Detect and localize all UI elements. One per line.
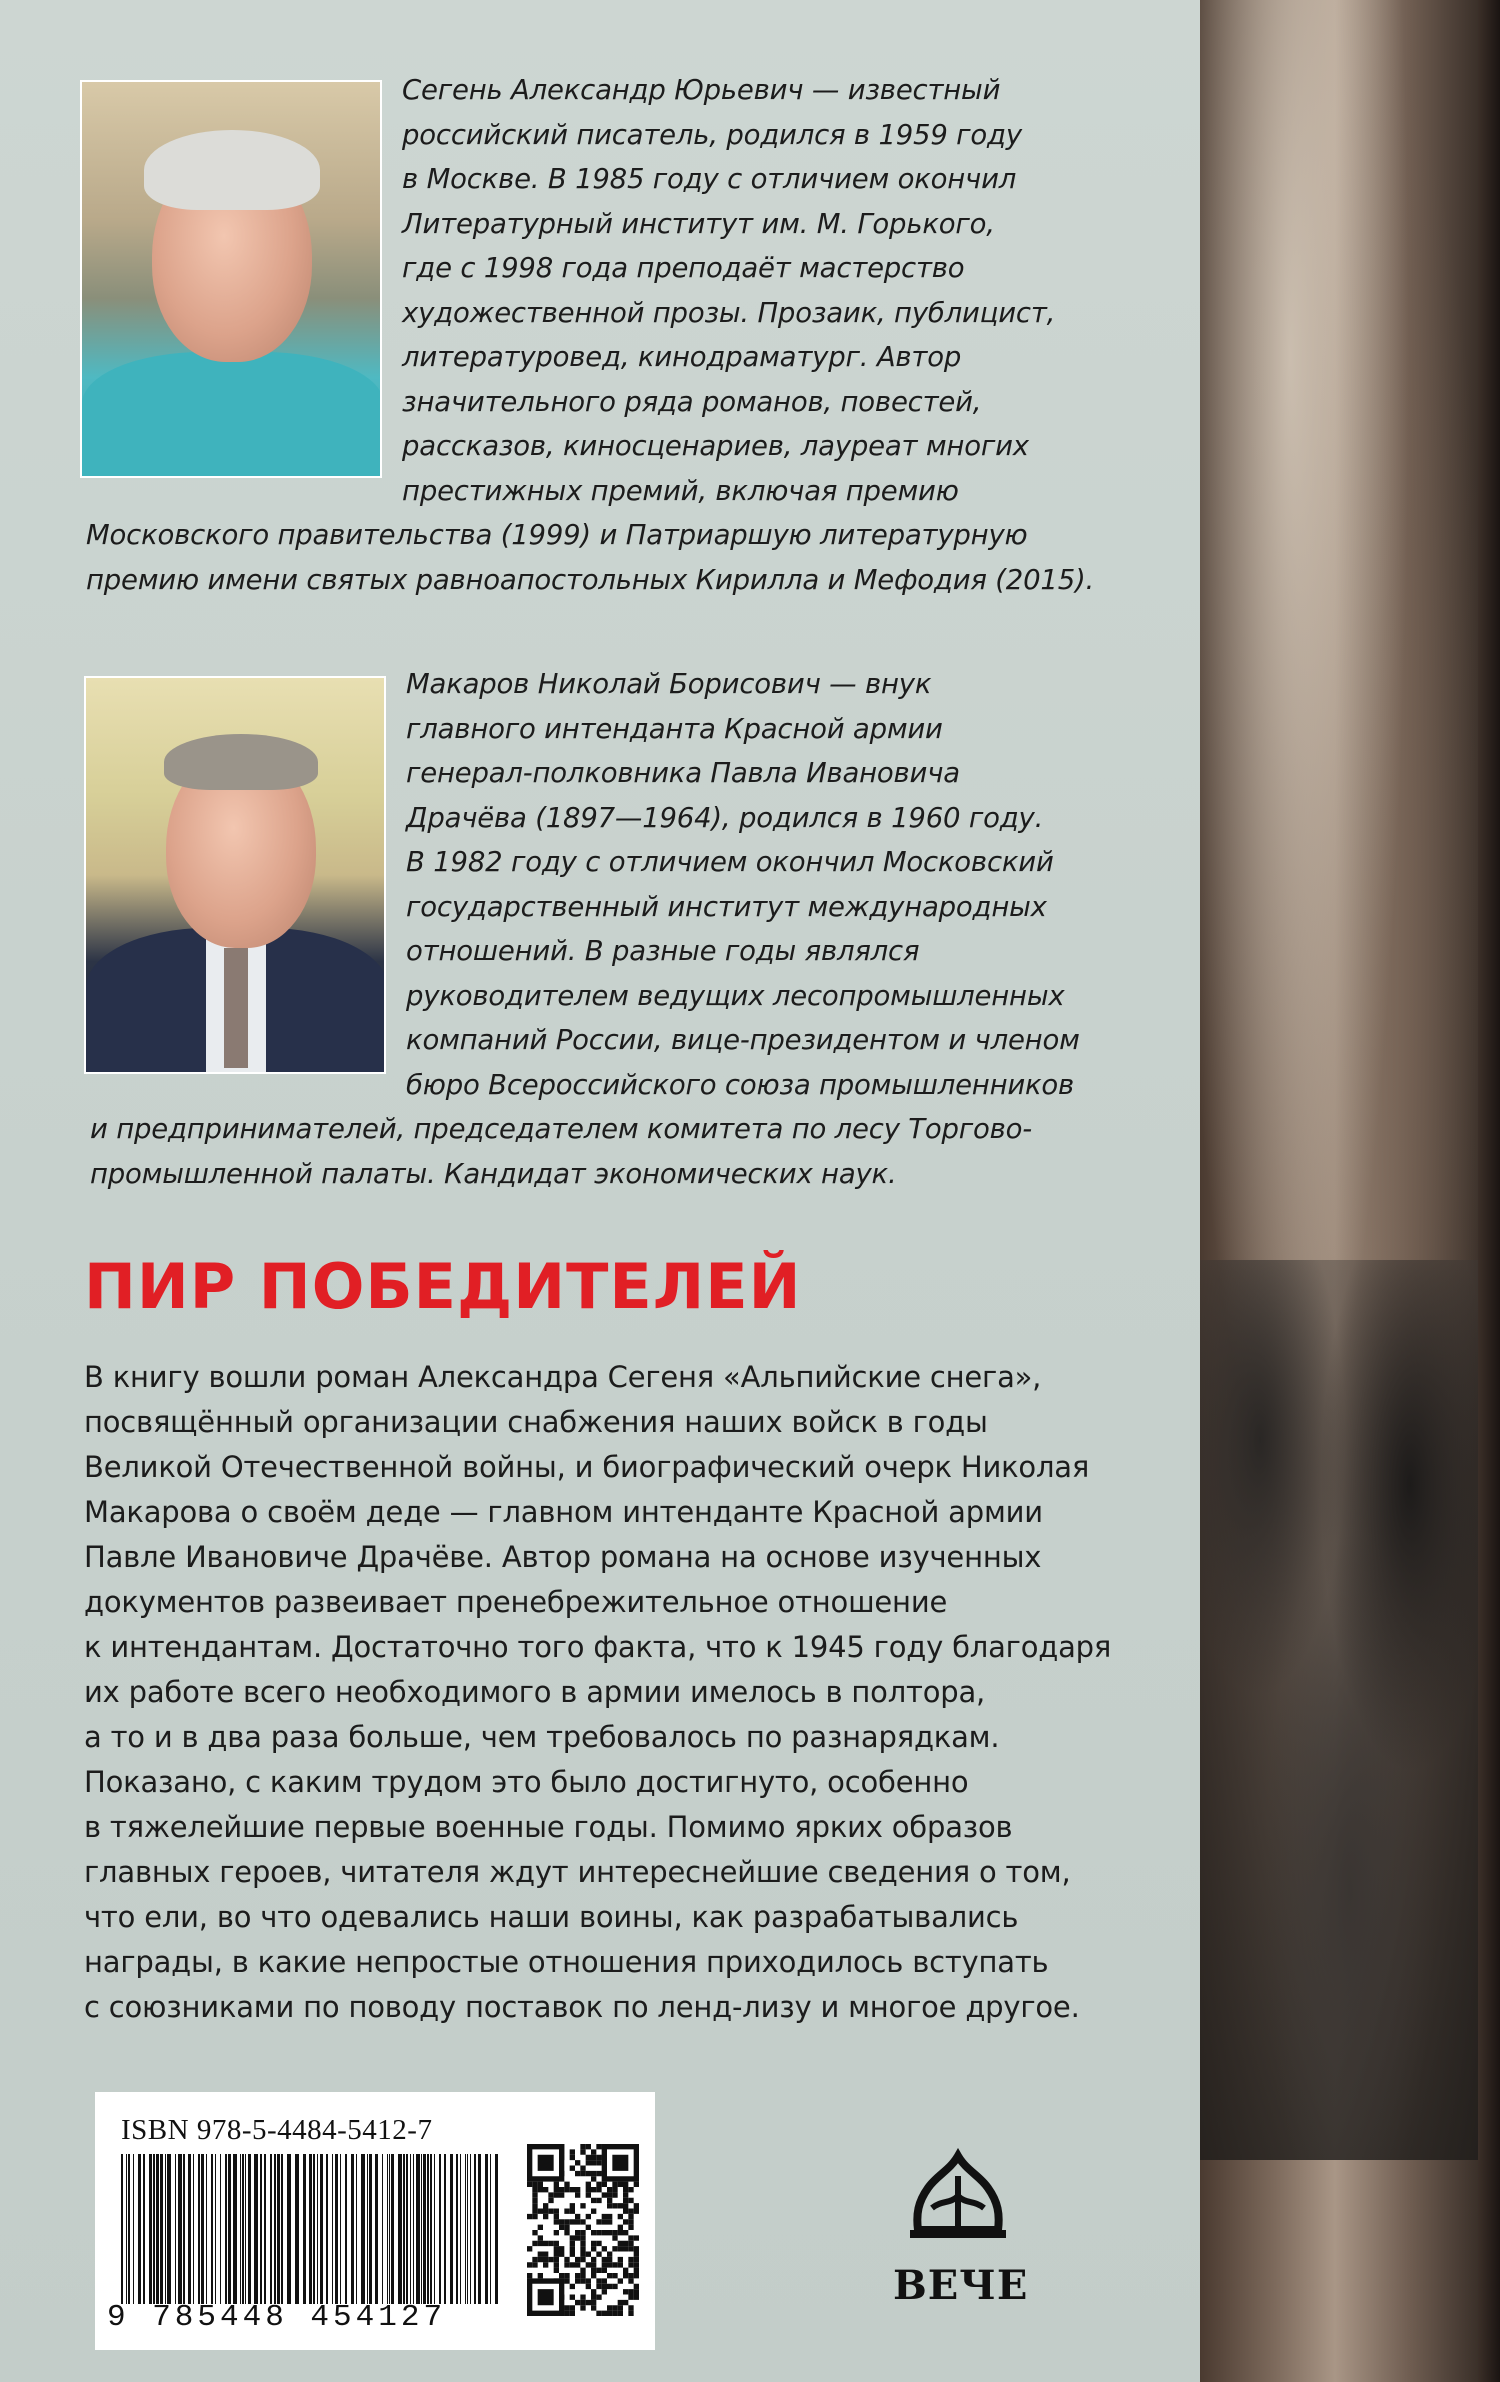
book-annotation xyxy=(84,1355,1111,2030)
barcode-digits: 9 785448 454127 xyxy=(107,2300,447,2335)
bio-line: руководителем ведущих лесопромышленных xyxy=(90,979,1065,1012)
bio-line: компаний России, вице-президентом и членом xyxy=(90,1024,1080,1056)
annotation-line: посвящённый организации снабжения наших войск в годы xyxy=(84,1405,988,1439)
author-bio-makarov xyxy=(90,662,1080,1196)
bio-line: художественной прозы. Прозаик, публицист, xyxy=(86,296,1056,329)
bio-line: Драчёва (1897—1964), родился в 1960 году. xyxy=(90,801,1044,834)
bio-line: промышленной палаты. Кандидат экономических наук. xyxy=(90,1157,897,1190)
annotation-line: их работе всего необходимого в армии имелось в полтора, xyxy=(84,1675,986,1709)
bio-line: В 1982 году с отличием окончил Московский xyxy=(90,846,1054,878)
annotation-line: с союзниками по поводу поставок по ленд-лизу и многое другое. xyxy=(84,1990,1080,2024)
annotation-line: Великой Отечественной войны, и биографический очерк Николая xyxy=(84,1450,1090,1484)
bio-line: рассказов, киносценариев, лауреат многих xyxy=(86,430,1029,462)
bio-line: и предпринимателей, председателем комитета по лесу Торгово- xyxy=(90,1113,1033,1145)
bio-line: значительного ряда романов, повестей, xyxy=(86,385,982,418)
bio-line: Макаров Николай Борисович — внук xyxy=(90,668,932,700)
barcode-icon xyxy=(121,2154,503,2304)
annotation-line: к интендантам. Достаточно того факта, что к 1945 году благодаря xyxy=(84,1630,1112,1664)
annotation-line: главных героев, читателя ждут интереснейшие сведения о том, xyxy=(84,1855,1071,1889)
bio-line: российский писатель, родился в 1959 году xyxy=(86,118,1022,151)
background-photo-strip xyxy=(1200,0,1500,2382)
annotation-line: Макарова о своём деде — главном интенданте Красной армии xyxy=(84,1495,1043,1529)
barcode-panel xyxy=(95,2092,655,2350)
bio-line: где с 1998 года преподаёт мастерство xyxy=(86,252,965,284)
annotation-line: Показано, с каким трудом это было достигнуто, особенно xyxy=(84,1765,969,1799)
bio-line: престижных премий, включая премию xyxy=(86,474,959,507)
annotation-line: Павле Ивановиче Драчёве. Автор романа на основе изученных xyxy=(84,1540,1042,1574)
bio-line: премию имени святых равноапостольных Кирилла и Мефодия (2015). xyxy=(86,563,1095,596)
annotation-line: а то и в два раза больше, чем требовалось по разнарядкам. xyxy=(84,1720,1000,1754)
bio-line: государственный институт международных xyxy=(90,890,1047,923)
qr-code-icon xyxy=(527,2144,639,2316)
bio-line: бюро Всероссийского союза промышленников xyxy=(90,1068,1075,1101)
isbn-label: ISBN 978-5-4484-5412-7 xyxy=(121,2114,433,2146)
publisher-name: ВЕЧЕ xyxy=(893,2262,1029,2309)
bio-line: генерал-полковника Павла Ивановича xyxy=(90,757,960,789)
annotation-line: документов развеивает пренебрежительное отношение xyxy=(84,1585,948,1619)
author-bio-segen xyxy=(86,68,1094,602)
book-spine-edge xyxy=(1478,0,1500,2382)
annotation-line: В книгу вошли роман Александра Сегеня «Альпийские снега», xyxy=(84,1360,1042,1394)
bio-line: главного интенданта Красной армии xyxy=(90,712,943,745)
book-title: ПИР ПОБЕДИТЕЛЕЙ xyxy=(84,1250,802,1323)
bio-line: Литературный институт им. М. Горького, xyxy=(86,207,995,240)
bio-line: литературовед, кинодраматург. Автор xyxy=(86,341,962,373)
historical-photo-figures xyxy=(1200,1260,1500,2160)
annotation-line: что ели, во что одевались наши воины, как разрабатывались xyxy=(84,1900,1019,1934)
bio-line: в Москве. В 1985 году с отличием окончил xyxy=(86,163,1017,195)
bio-line: Московского правительства (1999) и Патриаршую литературную xyxy=(86,519,1028,551)
bio-line: Сегень Александр Юрьевич — известный xyxy=(86,74,1001,106)
annotation-line: в тяжелейшие первые военные годы. Помимо ярких образов xyxy=(84,1810,1013,1844)
annotation-line: награды, в какие непростые отношения приходилось вступать xyxy=(84,1945,1049,1979)
bio-line: отношений. В разные годы являлся xyxy=(90,935,920,967)
